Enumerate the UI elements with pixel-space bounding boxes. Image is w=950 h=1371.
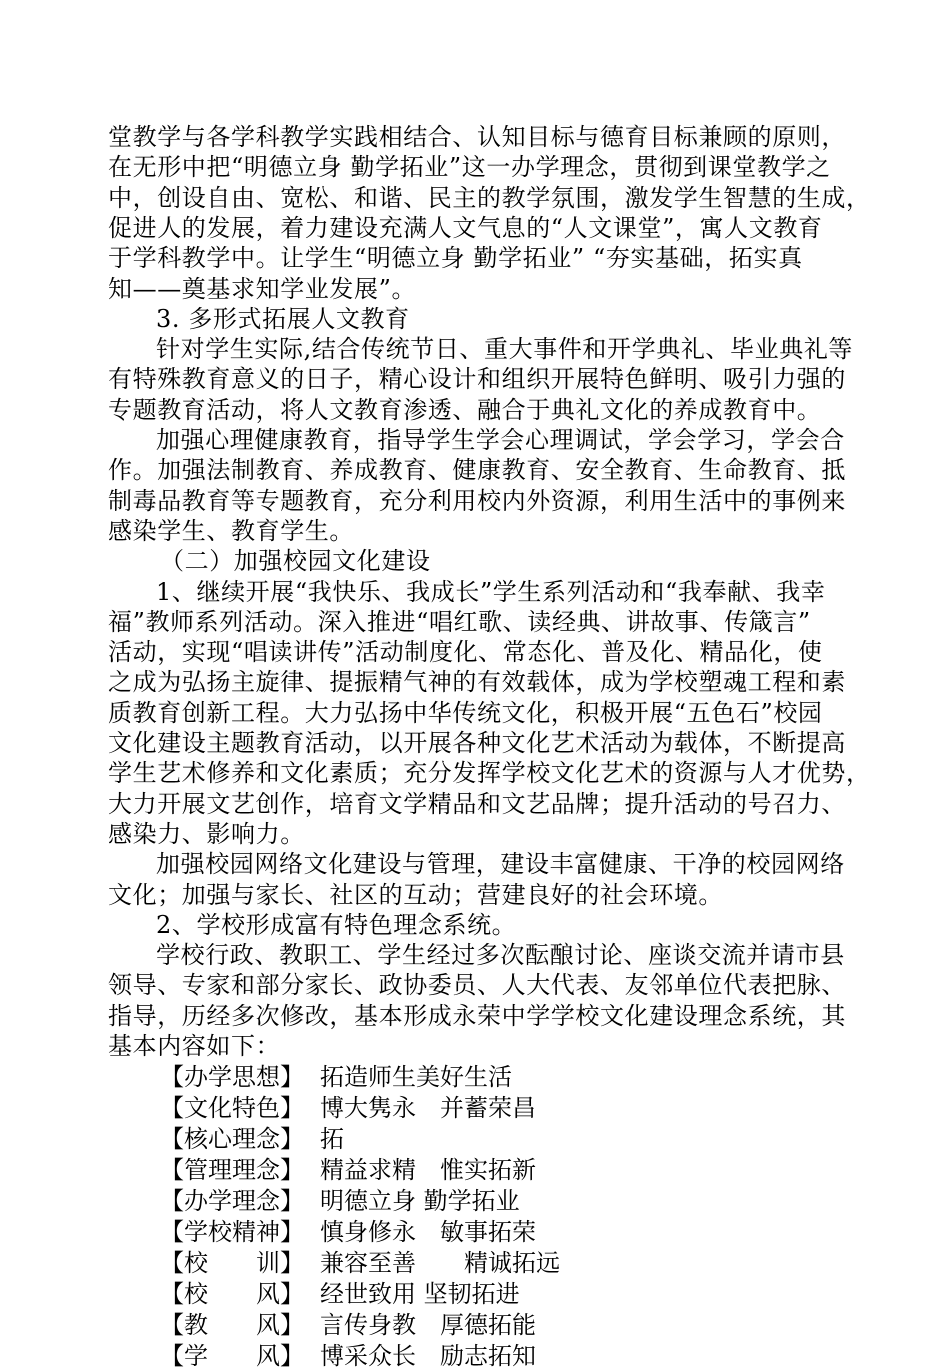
concept-item (160, 1186, 520, 1216)
concept-value: 拓 (320, 1124, 344, 1153)
text-line: 有特殊教育意义的日子，精心设计和组织开展特色鲜明、吸引力强的 (108, 365, 846, 394)
concept-item (160, 1093, 536, 1123)
text-line: 基本内容如下： (108, 1032, 281, 1060)
concept-item (160, 1217, 536, 1247)
text-line: 中，创设自由、宽松、和谐、民主的教学氛围，激发学生智慧的生成， (108, 183, 871, 212)
concept-item (160, 1341, 536, 1371)
concept-label: 【核心理念】 (160, 1124, 304, 1153)
concept-label: 【管理理念】 (160, 1155, 304, 1184)
concept-item (160, 1248, 560, 1278)
concept-label: 【教 风】 (160, 1310, 304, 1339)
text-line: 专题教育活动，将人文教育渗透、融合于典礼文化的养成教育中。 (108, 395, 822, 424)
concept-label: 【校 训】 (160, 1248, 304, 1277)
text-line: 领导、专家和部分家长、政协委员、人大代表、友邻单位代表把脉、 (108, 971, 846, 1000)
concept-label: 【学 风】 (160, 1341, 304, 1370)
text-line: 作。加强法制教育、养成教育、健康教育、安全教育、生命教育、抵 (108, 456, 846, 485)
text-line: 加强校园网络文化建设与管理，建设丰富健康、干净的校园网络 (156, 850, 845, 879)
text-line: 大力开展文艺创作，培育文学精品和文艺品牌；提升活动的号召力、 (108, 789, 846, 818)
concept-item (160, 1124, 344, 1154)
text-line: 堂教学与各学科教学实践相结合、认知目标与德育目标兼顾的原则， (108, 123, 846, 151)
text-line: 感染力、影响力。 (108, 819, 305, 848)
concept-label: 【办学思想】 (160, 1062, 304, 1091)
text-line: 促进人的发展，着力建设充满人文气息的“人文课堂”，寓人文教育 (108, 213, 823, 242)
section-heading: 3. 多形式拓展人文教育 (156, 304, 410, 333)
concept-value: 慎身修永 敏事拓荣 (320, 1217, 536, 1246)
concept-value: 博采众长 励志拓知 (320, 1341, 536, 1370)
text-line: 感染学生、教育学生。 (108, 516, 354, 545)
text-line: 学生艺术修养和文化素质；充分发挥学校文化艺术的资源与人才优势， (108, 759, 871, 788)
concept-value: 经世致用 坚韧拓进 (320, 1279, 520, 1308)
concept-label: 【文化特色】 (160, 1093, 304, 1122)
concept-value: 博大隽永 并蓄荣昌 (320, 1093, 536, 1122)
concept-value: 言传身教 厚德拓能 (320, 1310, 536, 1339)
text-line: 指导，历经多次修改，基本形成永荣中学学校文化建设理念系统，其 (108, 1001, 846, 1030)
concept-label: 【学校精神】 (160, 1217, 304, 1246)
concept-item (160, 1155, 536, 1185)
concept-value: 拓造师生美好生活 (320, 1062, 512, 1091)
text-line: 在无形中把“明德立身 勤学拓业”这一办学理念，贯彻到课堂教学之 (108, 153, 831, 182)
concept-item (160, 1310, 536, 1340)
concept-item (160, 1279, 520, 1309)
text-line: 知——奠基求知学业发展”。 (108, 274, 417, 303)
concept-value: 兼容至善 精诚拓远 (320, 1248, 560, 1277)
concept-value: 明德立身 勤学拓业 (320, 1186, 520, 1215)
concept-label: 【办学理念】 (160, 1186, 304, 1215)
section-heading: 2、学校形成富有特色理念系统。 (156, 910, 517, 939)
section-heading: （二）加强校园文化建设 (160, 547, 431, 576)
text-line: 文化建设主题教育活动，以开展各种文化艺术活动为载体，不断提高 (108, 729, 846, 757)
concept-item (160, 1062, 512, 1092)
text-line: 之成为弘扬主旋律、提振精气神的有效载体，成为学校塑魂工程和素 (108, 668, 846, 697)
text-line: 活动，实现“唱读讲传”活动制度化、常态化、普及化、精品化，使 (108, 638, 823, 667)
text-line: 1、继续开展“我快乐、我成长”学生系列活动和“我奉献、我幸 (156, 577, 826, 606)
text-line: 质教育创新工程。大力弘扬中华传统文化，积极开展“五色石”校园 (108, 698, 823, 727)
concept-value: 精益求精 惟实拓新 (320, 1155, 536, 1184)
concept-label: 【校 风】 (160, 1279, 304, 1308)
text-line: 文化；加强与家长、社区的互动；营建良好的社会环境。 (108, 880, 723, 909)
text-line: 学校行政、教职工、学生经过多次酝酿讨论、座谈交流并请市县 (156, 941, 845, 970)
text-line: 福”教师系列活动。深入推进“唱红歌、读经典、讲故事、传箴言” (108, 607, 811, 636)
text-line: 于学科教学中。让学生“明德立身 勤学拓业” “夯实基础，拓实真 (108, 244, 803, 273)
text-line: 制毒品教育等专题教育，充分利用校内外资源，利用生活中的事例来 (108, 486, 846, 515)
text-line: 加强心理健康教育，指导学生学会心理调试，学会学习，学会合 (156, 426, 845, 454)
text-line: 针对学生实际,结合传统节日、重大事件和开学典礼、毕业典礼等 (156, 335, 854, 364)
